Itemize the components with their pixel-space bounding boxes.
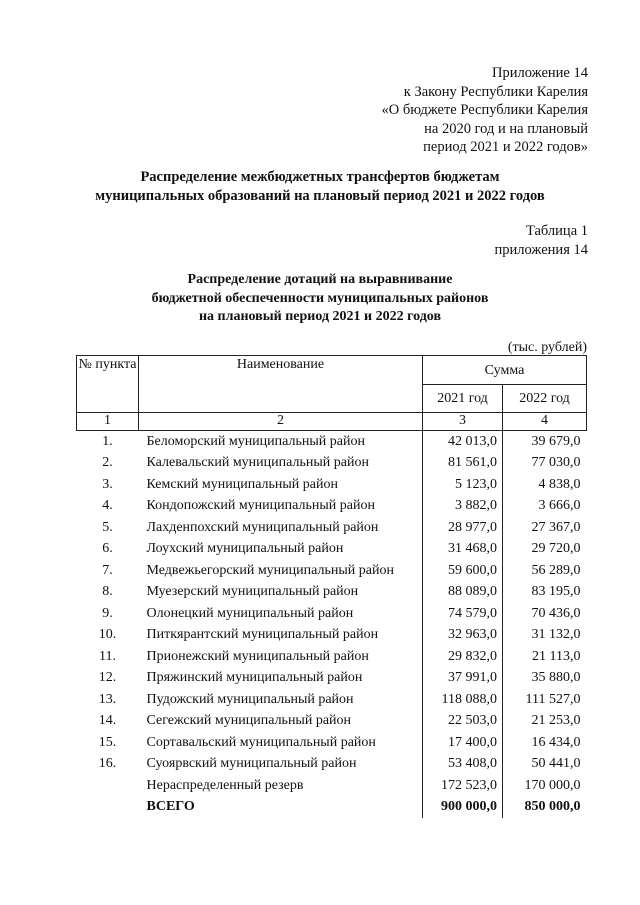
amount-2022: 83 195,0 — [503, 582, 587, 604]
appendix-header — [382, 64, 589, 157]
row-number: 7. — [102, 562, 113, 578]
amount-2021: 29 832,0 — [423, 646, 503, 668]
header-item-number: № пункта — [77, 356, 139, 413]
total-2021: 900 000,0 — [423, 797, 503, 819]
amount-2022: 77 030,0 — [503, 453, 587, 475]
amount-2022: 170 000,0 — [503, 775, 587, 797]
amount-2021: 74 579,0 — [423, 603, 503, 625]
table-row-reserve — [77, 775, 587, 797]
amount-2022: 70 436,0 — [503, 603, 587, 625]
district-name: Сегежский муниципальный район — [146, 713, 352, 729]
district-name: Пряжинский муниципальный район — [146, 670, 363, 686]
amount-2021: 118 088,0 — [423, 689, 503, 711]
table-row — [77, 754, 587, 776]
amount-2022: 56 289,0 — [503, 560, 587, 582]
units-label: (тыс. рублей) — [507, 340, 587, 355]
amount-2022: 21 253,0 — [503, 711, 587, 733]
document-title-line: Распределение межбюджетных трансфертов бюджетам — [140, 169, 500, 185]
amount-2021: 172 523,0 — [423, 775, 503, 797]
table-row-total — [77, 797, 587, 819]
header-col-number: 2 — [139, 413, 423, 431]
header-col-number: 1 — [77, 413, 139, 431]
amount-2022: 21 113,0 — [503, 646, 587, 668]
amount-2021: 53 408,0 — [423, 754, 503, 776]
row-number: 10. — [98, 627, 117, 643]
amount-2021: 42 013,0 — [423, 431, 503, 453]
table-row — [77, 517, 587, 539]
amount-2021: 22 503,0 — [423, 711, 503, 733]
header-name: Наименование — [139, 356, 423, 413]
row-number: 1. — [102, 433, 113, 449]
table-title-line: на плановый период 2021 и 2022 годов — [198, 309, 442, 324]
district-name: Кемский муниципальный район — [146, 476, 338, 492]
amount-2022: 111 527,0 — [503, 689, 587, 711]
table-title-line: бюджетной обеспеченности муниципальных районов — [151, 290, 489, 306]
amount-2021: 3 882,0 — [423, 496, 503, 518]
total-2022: 850 000,0 — [503, 797, 587, 819]
amount-2021: 88 089,0 — [423, 582, 503, 604]
row-number: 12. — [98, 670, 117, 686]
amount-2021: 31 468,0 — [423, 539, 503, 561]
district-name: Лоухский муниципальный район — [146, 541, 344, 557]
row-number: 9. — [102, 605, 113, 621]
document-title — [0, 168, 640, 206]
table-row — [77, 539, 587, 561]
row-number: 15. — [98, 734, 117, 750]
district-name: Лахденпохский муниципальный район — [146, 519, 379, 535]
row-number — [77, 775, 139, 797]
district-name: Олонецкий муниципальный район — [146, 605, 354, 621]
amount-2022: 35 880,0 — [503, 668, 587, 690]
appendix-line: к Закону Республики Карелия — [403, 83, 588, 100]
table-row — [77, 646, 587, 668]
table-title — [0, 271, 640, 327]
amount-2022: 27 367,0 — [503, 517, 587, 539]
row-number: 8. — [102, 584, 113, 600]
district-name: Муезерский муниципальный район — [146, 584, 359, 600]
total-label: ВСЕГО — [146, 799, 195, 815]
amount-2021: 37 991,0 — [423, 668, 503, 690]
district-name: Медвежьегорский муниципальный район — [146, 562, 394, 578]
district-name: Кондопожский муниципальный район — [146, 498, 375, 514]
table-reference-line: Таблица 1 — [525, 223, 588, 239]
table-row — [77, 711, 587, 733]
amount-2022: 50 441,0 — [503, 754, 587, 776]
row-number: 2. — [102, 455, 113, 471]
table-row — [77, 474, 587, 496]
amount-2022: 16 434,0 — [503, 732, 587, 754]
table-row — [77, 496, 587, 518]
table-row — [77, 625, 587, 647]
row-number: 4. — [102, 498, 113, 514]
table-row — [77, 431, 587, 453]
district-name: Пудожский муниципальный район — [146, 691, 354, 707]
table-row — [77, 603, 587, 625]
district-name: Сортавальский муниципальный район — [146, 734, 376, 750]
header-year-2021: 2021 год — [423, 385, 503, 413]
row-number: 16. — [98, 756, 117, 772]
appendix-line: на 2020 год и на плановый — [424, 120, 588, 137]
amount-2022: 31 132,0 — [503, 625, 587, 647]
row-number: 13. — [98, 691, 117, 707]
table-row — [77, 689, 587, 711]
row-number: 6. — [102, 541, 113, 557]
table-row — [77, 732, 587, 754]
table-reference-line: приложения 14 — [494, 242, 588, 258]
row-number: 3. — [102, 476, 113, 492]
header-year-2022: 2022 год — [503, 385, 587, 413]
amount-2022: 29 720,0 — [503, 539, 587, 561]
row-number: 14. — [98, 713, 117, 729]
appendix-line: Приложение 14 — [492, 65, 588, 81]
amount-2021: 5 123,0 — [423, 474, 503, 496]
district-name: Калевальский муниципальный район — [146, 455, 369, 471]
amount-2021: 81 561,0 — [423, 453, 503, 475]
table-title-line: Распределение дотаций на выравнивание — [187, 272, 453, 287]
header-col-number: 3 — [423, 413, 503, 431]
table-row — [77, 668, 587, 690]
amount-2021: 32 963,0 — [423, 625, 503, 647]
row-number: 5. — [102, 519, 113, 535]
district-name: Нераспределенный резерв — [146, 777, 304, 793]
district-name: Суоярвский муниципальный район — [146, 756, 357, 772]
header-sum: Сумма — [423, 356, 587, 385]
district-name: Прионежский муниципальный район — [146, 648, 369, 664]
appendix-line: период 2021 и 2022 годов» — [423, 139, 588, 155]
amount-2021: 17 400,0 — [423, 732, 503, 754]
district-name: Беломорский муниципальный район — [146, 433, 365, 449]
row-number: 11. — [99, 648, 116, 664]
amount-2022: 4 838,0 — [503, 474, 587, 496]
table-row — [77, 582, 587, 604]
document-title-line: муниципальных образований на плановый период 2021 и 2022 годов — [95, 188, 545, 204]
amount-2021: 28 977,0 — [423, 517, 503, 539]
table-row — [77, 453, 587, 475]
amount-2022: 39 679,0 — [503, 431, 587, 453]
table-reference — [495, 222, 588, 260]
appendix-line: «О бюджете Республики Карелия — [381, 102, 588, 118]
header-col-number: 4 — [503, 413, 587, 431]
table-row — [77, 560, 587, 582]
district-name: Питкярантский муниципальный район — [146, 627, 379, 643]
subsidies-table — [76, 355, 587, 818]
amount-2021: 59 600,0 — [423, 560, 503, 582]
amount-2022: 3 666,0 — [503, 496, 587, 518]
